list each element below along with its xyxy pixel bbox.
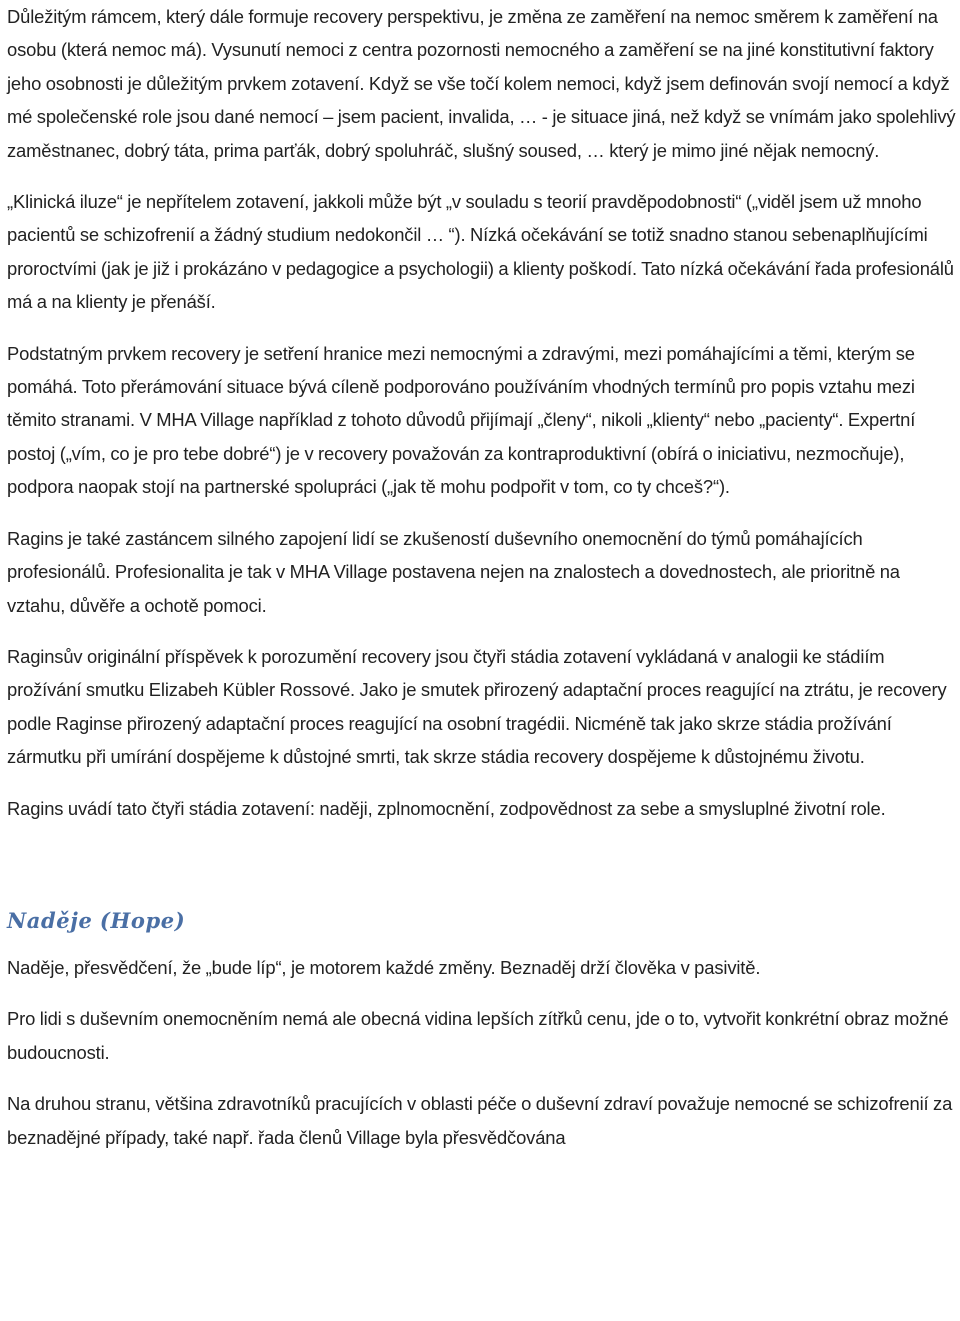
paragraph-gap	[7, 504, 960, 522]
paragraph-gap	[7, 774, 960, 792]
paragraph-hopeless-cases: Na druhou stranu, většina zdravotníků pracujících v oblasti péče o duševní zdraví považuje nemocné se schizofrenií za beznadějné případy, také např. řada členů Village byla přesvědčována	[7, 1093, 953, 1148]
section-heading-hope: Naděje (Hope)	[7, 907, 186, 933]
paragraph-gap	[7, 319, 960, 337]
section-heading-wrap	[7, 825, 960, 951]
paragraph-concrete-future: Pro lidi s duševním onemocněním nemá ale obecná vidina lepších zítřků cenu, jde o to, vytvořit konkrétní obraz možné budoucnosti.	[7, 1008, 949, 1063]
paragraph-hope-motor: Naděje, přesvědčení, že „bude líp“, je motorem každé změny. Beznaděj drží člověka v pasivitě.	[7, 956, 761, 978]
document-page	[7, 0, 960, 1154]
paragraph-person-focus: Důležitým rámcem, který dále formuje recovery perspektivu, je změna ze zaměření na nemoc směrem k zaměření na osobu (která nemoc má). Vysunutí nemoci z centra pozornosti nemocného a zaměření se na jiné konstitutivní faktory jeho osobnosti je důležitým prvkem zotavení. Když se vše točí kolem nemoci, když jsem definován svojí nemocí a když mé společenské role jsou dané nemocí – jsem pacient, invalida, … - je situace jiná, než když se vnímám jako spolehlivý zaměstnanec, dobrý táta, prima parťák, dobrý spoluhráč, slušný soused, … který je mimo jiné nějak nemocný.	[7, 6, 956, 161]
paragraph-gap	[7, 1069, 960, 1087]
paragraph-gap	[7, 167, 960, 185]
paragraph-gap	[7, 622, 960, 640]
paragraph-boundary: Podstatným prvkem recovery je setření hranice mezi nemocnými a zdravými, mezi pomáhajícími a těmi, kterým se pomáhá. Toto přerámování situace bývá cíleně podporováno používáním vhodných termínů pro popis vztahu mezi těmito stranami. V MHA Village například z tohoto důvodů přijímají „členy“, nikoli „klienty“ nebo „pacienty“. Expertní postoj („vím, co je pro tebe dobré“) je v recovery považován za kontraproduktivní (obírá o iniciativu, nezmocňuje), podpora naopak stojí na partnerské spolupráci („jak tě mohu podpořit v tom, co ty chceš?“).	[7, 342, 916, 498]
paragraph-stages-list: Ragins uvádí tato čtyři stádia zotavení: naději, zplnomocnění, zodpovědnost za sebe a smysluplné životní role.	[7, 797, 886, 819]
paragraph-ragins-teams: Ragins je také zastáncem silného zapojení lidí se zkušeností duševního onemocnění do týmů pomáhajících profesionálů. Profesionalita je tak v MHA Village postavena nejen na znalostech a dovednostech, ale prioritně na vztahu, důvěře a ochotě pomoci.	[7, 527, 900, 616]
paragraph-four-stages: Raginsův originální příspěvek k porozumění recovery jsou čtyři stádia zotavení vykládaná v analogii ke stádiím prožívání smutku Elizabeh Kübler Rossové. Jako je smutek přirozený adaptační proces reagující na ztrátu, je recovery podle Raginse přirozený adaptační proces reagující na osobní tragédii. Nicméně tak jako skrze stádia prožívání zármutku při umírání dospějeme k důstojné smrti, tak skrze stádia recovery dospějeme k důstojnému životu.	[7, 645, 947, 768]
paragraph-gap	[7, 984, 960, 1002]
paragraph-clinical-illusion: „Klinická iluze“ je nepřítelem zotavení, jakkoli může být „v souladu s teorií pravděpodobnosti“ („viděl jsem už mnoho pacientů se schizofrenií a žádný studium nedokončil … “). Nízká očekávání se totiž snadno stanou sebenaplňujícími proroctvími (jak je již i prokázáno v pedagogice a psychologii) a klienty poškodí. Tato nízká očekávání řada profesionálů má a na klienty je přenáší.	[7, 191, 954, 313]
